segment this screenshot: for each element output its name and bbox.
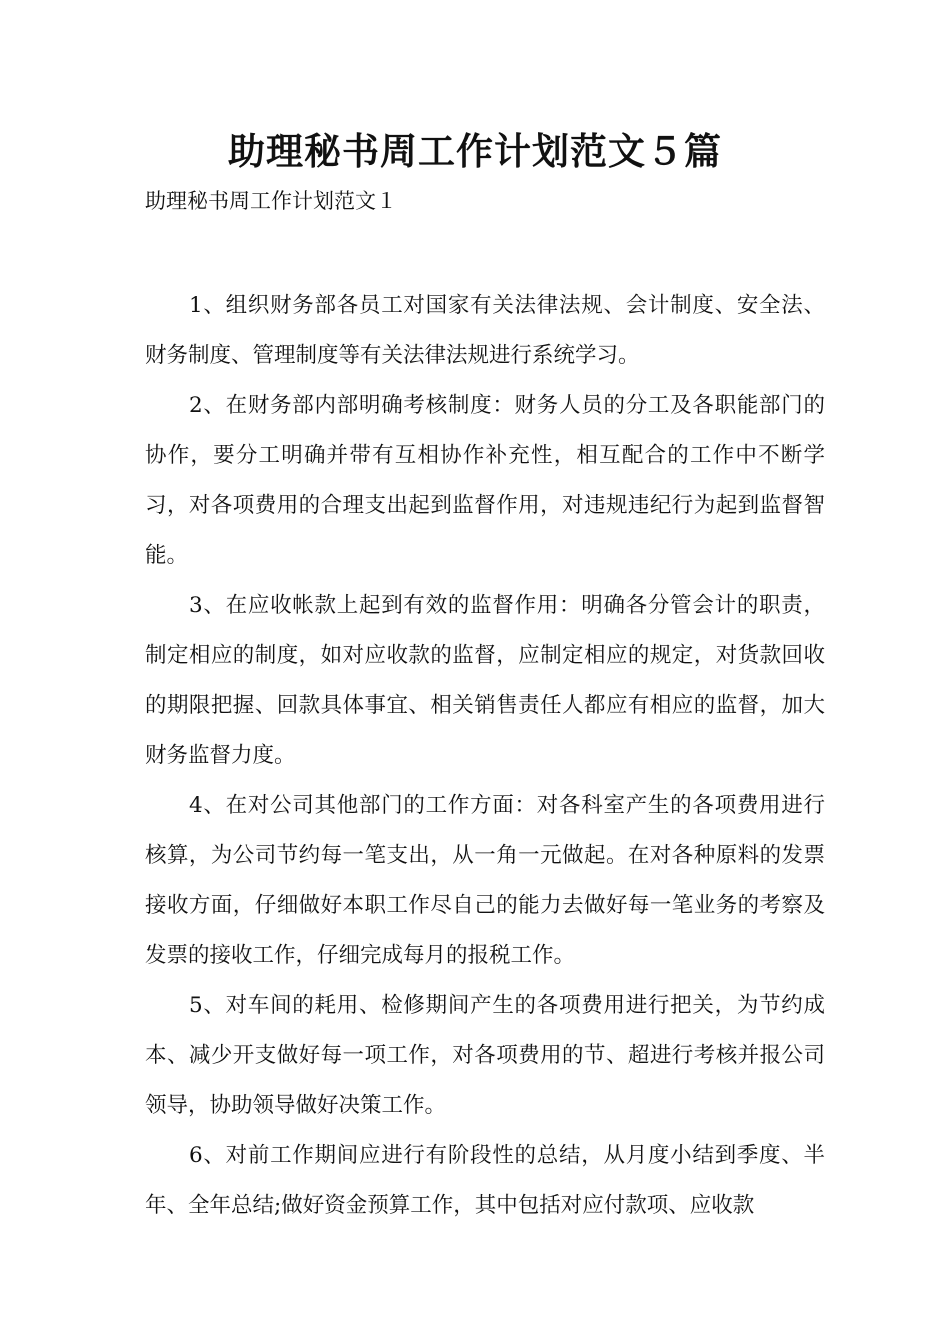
paragraph-3: 3、在应收帐款上起到有效的监督作用：明确各分管会计的职责，制定相应的制度，如对应收款的监督，应制定相应的规定，对货款回收的期限把握、回款具体事宜、相关销售责任人都应有相应的监督，加大财务监督力度。 bbox=[145, 593, 825, 768]
document-subtitle: 助理秘书周工作计划范文１ bbox=[145, 189, 397, 213]
paragraph-4: 4、在对公司其他部门的工作方面：对各科室产生的各项费用进行核算，为公司节约每一笔支出，从一角一元做起。在对各种原料的发票接收方面，仔细做好本职工作尽自己的能力去做好每一笔业务的考察及发票的接收工作，仔细完成每月的报税工作。 bbox=[145, 793, 825, 968]
paragraph-2: 2、在财务部内部明确考核制度：财务人员的分工及各职能部门的协作，要分工明确并带有互相协作补充性，相互配合的工作中不断学习，对各项费用的合理支出起到监督作用，对违规违纪行为起到监督智能。 bbox=[145, 393, 825, 568]
paragraph-1: 1、组织财务部各员工对国家有关法律法规、会计制度、安全法、财务制度、管理制度等有关法律法规进行系统学习。 bbox=[145, 293, 825, 368]
paragraph-5: 5、对车间的耗用、检修期间产生的各项费用进行把关，为节约成本、减少开支做好每一项工作，对各项费用的节、超进行考核并报公司领导，协助领导做好决策工作。 bbox=[145, 993, 825, 1118]
document-title: 助理秘书周工作计划范文５篇 bbox=[228, 130, 722, 173]
paragraph-6: 6、对前工作期间应进行有阶段性的总结，从月度小结到季度、半年、全年总结;做好资金预算工作，其中包括对应付款项、应收款 bbox=[145, 1143, 825, 1218]
document-body bbox=[145, 281, 825, 1231]
